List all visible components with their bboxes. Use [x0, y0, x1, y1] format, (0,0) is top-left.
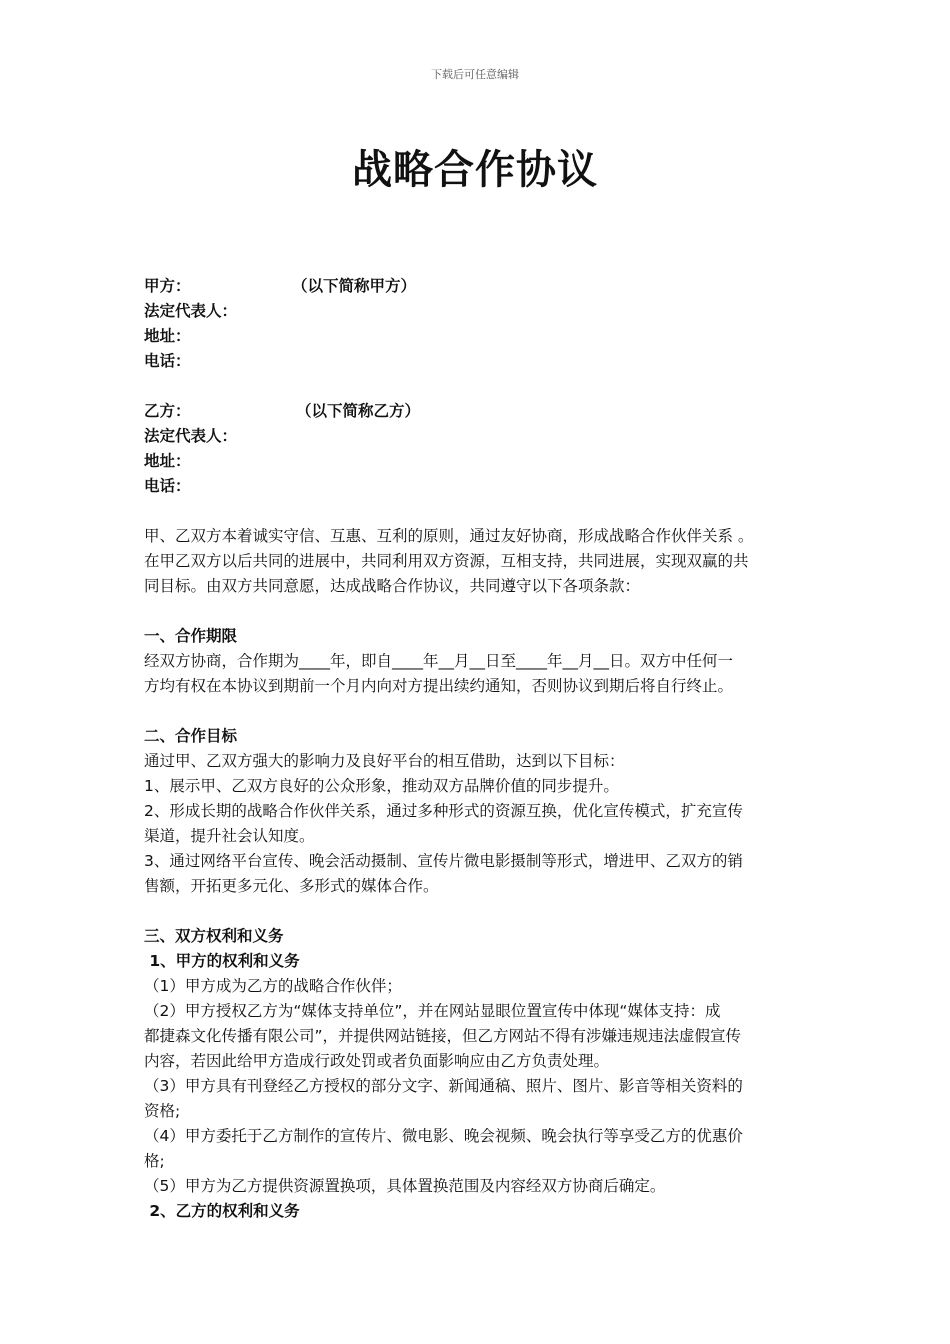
document-title: 战略合作协议 [352, 147, 598, 193]
paragraph-line: 通过甲、乙双方强大的影响力及良好平台的相互借助，达到以下目标： [144, 752, 625, 770]
paragraph-line: （3）甲方具有刊登经乙方授权的部分文字、新闻通稿、照片、图片、影音等相关资料的 [144, 1077, 743, 1095]
paragraph-line: 3、通过网络平台宣传、晚会活动摄制、宣传片微电影摄制等形式，增进甲、乙双方的销 [144, 852, 743, 870]
section-heading: 二、合作目标 [144, 727, 238, 745]
paragraph-line: 方均有权在本协议到期前一个月内向对方提出续约通知，否则协议到期后将自行终止。 [144, 677, 734, 695]
party-a-row [144, 274, 812, 299]
subsection-heading: 1、甲方的权利和义务 [144, 952, 300, 970]
party-b-alias: （以下简称乙方） [296, 402, 421, 420]
party-a-label: 甲方： [144, 277, 191, 295]
party-b-address: 地址： [144, 452, 191, 470]
paragraph-line: （4）甲方委托于乙方制作的宣传片、微电影、晚会视频、晚会执行等享受乙方的优惠价 [144, 1127, 743, 1145]
paragraph-line: 售额，开拓更多元化、多形式的媒体合作。 [144, 877, 439, 895]
header-note: 下载后可任意编辑 [431, 68, 519, 81]
paragraph-line: （1）甲方成为乙方的战略合作伙伴； [144, 977, 402, 995]
paragraph-line: 经双方协商，合作期为____年，即自____年__月__日至____年__月__日。双方中任何一 [144, 652, 734, 670]
party-a-phone: 电话： [144, 352, 191, 370]
intro-line: 甲、乙双方本着诚实守信、互惠、互利的原则，通过友好协商，形成战略合作伙伴关系 。 [144, 527, 754, 545]
party-a-alias: （以下简称甲方） [292, 277, 417, 295]
paragraph-line: 内容，若因此给甲方造成行政处罚或者负面影响应由乙方负责处理。 [144, 1052, 610, 1070]
paragraph-line: 格; [144, 1152, 165, 1170]
party-a-address: 地址： [144, 327, 191, 345]
party-b-label: 乙方： [144, 402, 191, 420]
paragraph-line: 都捷森文化传播有限公司”，并提供网站链接，但乙方网站不得有涉嫌违规违法虚假宣传 [144, 1027, 742, 1045]
party-b-row [144, 399, 812, 424]
party-a-representative: 法定代表人： [144, 302, 238, 320]
party-b-representative: 法定代表人： [144, 427, 238, 445]
section-heading: 三、双方权利和义务 [144, 927, 284, 945]
paragraph-line: （5）甲方为乙方提供资源置换项，具体置换范围及内容经双方协商后确定。 [144, 1177, 666, 1195]
document-body [144, 274, 812, 1224]
subsection-heading: 2、乙方的权利和义务 [144, 1202, 300, 1220]
intro-line: 同目标。由双方共同意愿，达成战略合作协议，共同遵守以下各项条款： [144, 577, 641, 595]
paragraph-line: 渠道，提升社会认知度。 [144, 827, 315, 845]
section-heading: 一、合作期限 [144, 627, 238, 645]
paragraph-line: 2、形成长期的战略合作伙伴关系，通过多种形式的资源互换，优化宣传模式，扩充宣传 [144, 802, 743, 820]
paragraph-line: 1、展示甲、乙双方良好的公众形象，推动双方品牌价值的同步提升。 [144, 777, 619, 795]
paragraph-line: （2）甲方授权乙方为“媒体支持单位”，并在网站显眼位置宣传中体现“媒体支持：成 [144, 1002, 721, 1020]
party-b-phone: 电话： [144, 477, 191, 495]
intro-line: 在甲乙双方以后共同的进展中，共同利用双方资源，互相支持，共同进展，实现双赢的共 [144, 552, 749, 570]
paragraph-line: 资格; [144, 1102, 181, 1120]
